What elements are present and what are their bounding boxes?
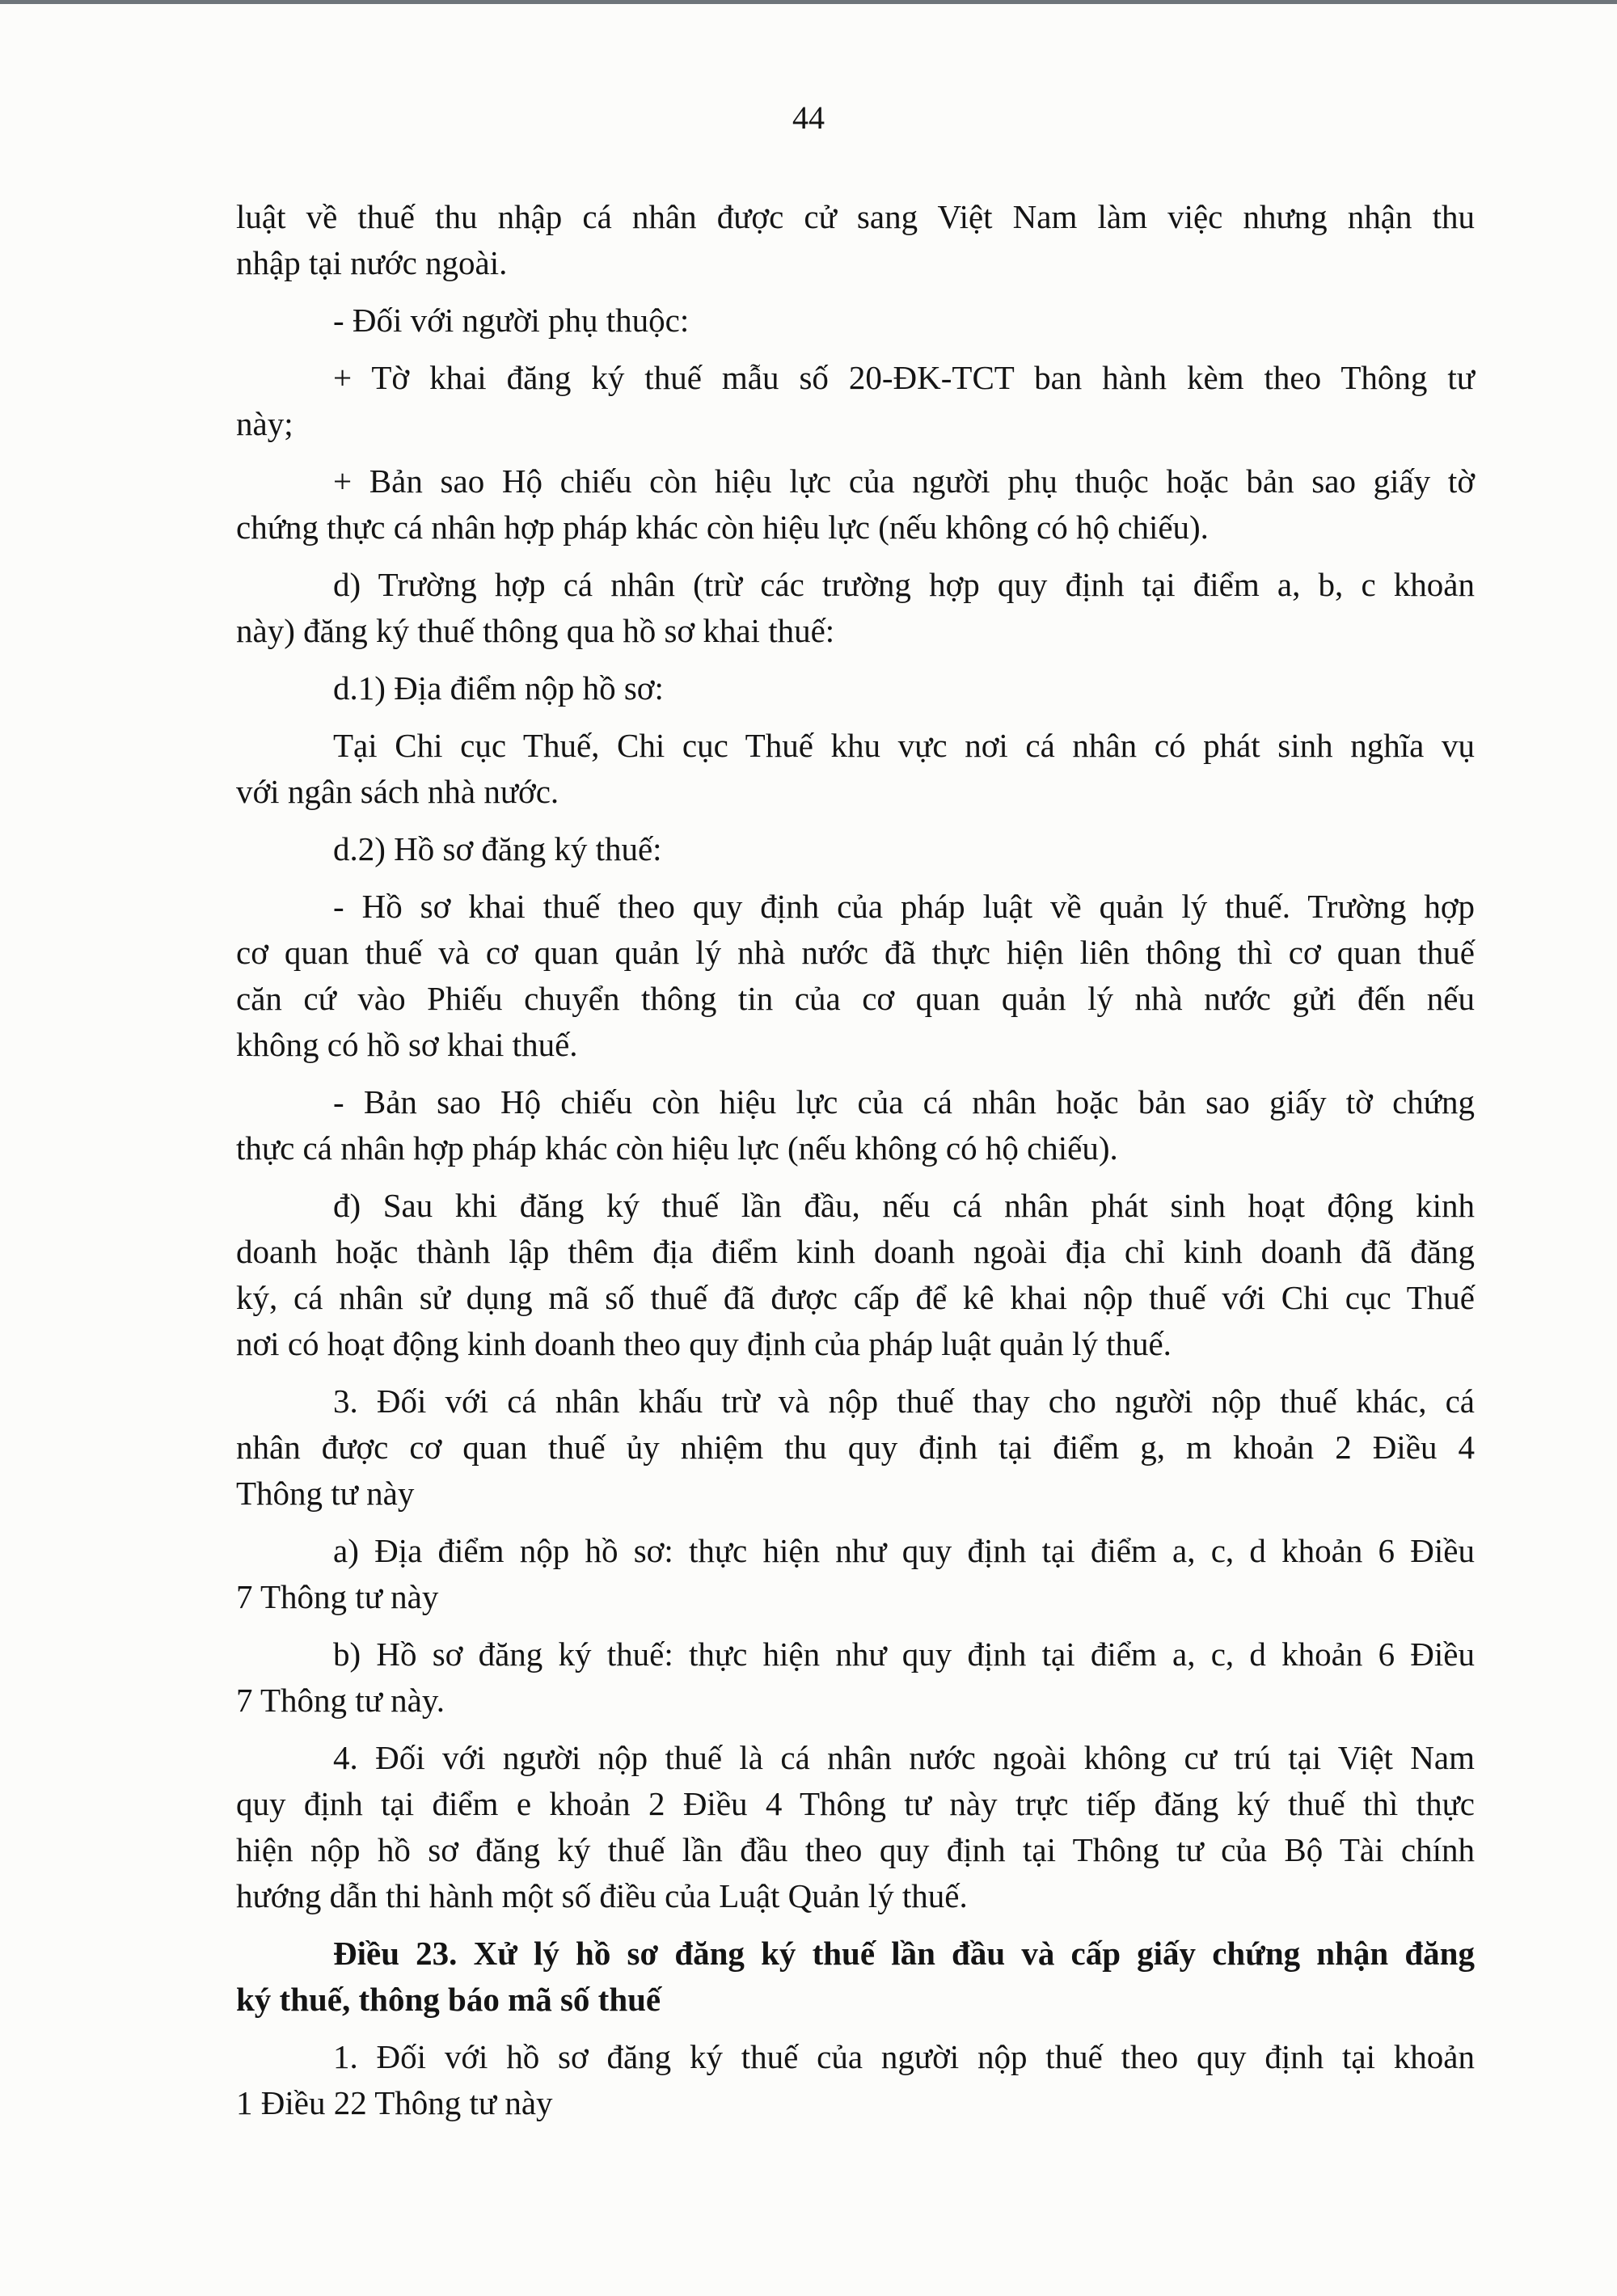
paragraph bbox=[236, 1631, 1475, 1724]
text-line: b) Hồ sơ đăng ký thuế: thực hiện như quy định tại điểm a, c, d khoản 6 Điều bbox=[333, 1635, 1475, 1673]
text-line: nhập tại nước ngoài. bbox=[236, 244, 508, 281]
paragraph bbox=[236, 458, 1475, 551]
text-line: nhân được cơ quan thuế ủy nhiệm thu quy định tại điểm g, m khoản 2 Điều 4 bbox=[236, 1429, 1475, 1466]
paragraph bbox=[236, 1735, 1475, 1919]
text-line: + Bản sao Hộ chiếu còn hiệu lực của người phụ thuộc hoặc bản sao giấy tờ bbox=[333, 462, 1475, 500]
text-line: đ) Sau khi đăng ký thuế lần đầu, nếu cá nhân phát sinh hoạt động kinh bbox=[333, 1187, 1475, 1224]
paragraph bbox=[236, 826, 1475, 872]
paragraph bbox=[236, 723, 1475, 815]
text-line: - Đối với người phụ thuộc: bbox=[333, 302, 690, 339]
paragraph bbox=[236, 355, 1475, 447]
text-line: a) Địa điểm nộp hồ sơ: thực hiện như quy định tại điểm a, c, d khoản 6 Điều bbox=[333, 1532, 1475, 1569]
text-line: không có hồ sơ khai thuế. bbox=[236, 1026, 578, 1063]
text-line: 1. Đối với hồ sơ đăng ký thuế của người nộp thuế theo quy định tại khoản bbox=[333, 2038, 1475, 2075]
paragraph bbox=[236, 2034, 1475, 2126]
text-line: hiện nộp hồ sơ đăng ký thuế lần đầu theo quy định tại Thông tư của Bộ Tài chính bbox=[236, 1831, 1475, 1868]
text-line: d.2) Hồ sơ đăng ký thuế: bbox=[333, 830, 662, 867]
paragraph bbox=[236, 194, 1475, 286]
text-line: nơi có hoạt động kinh doanh theo quy định của pháp luật quản lý thuế. bbox=[236, 1325, 1172, 1362]
paragraph bbox=[236, 1183, 1475, 1367]
text-line: d.1) Địa điểm nộp hồ sơ: bbox=[333, 669, 664, 707]
paragraph bbox=[236, 1528, 1475, 1620]
text-line: - Hồ sơ khai thuế theo quy định của pháp luật về quản lý thuế. Trường hợp bbox=[333, 888, 1475, 925]
text-line: 1 Điều 22 Thông tư này bbox=[236, 2084, 553, 2121]
paragraph bbox=[236, 298, 1475, 344]
paragraph bbox=[236, 1378, 1475, 1517]
paragraph bbox=[236, 665, 1475, 711]
text-line: Thông tư này bbox=[236, 1475, 415, 1512]
text-line: chứng thực cá nhân hợp pháp khác còn hiệu lực (nếu không có hộ chiếu). bbox=[236, 509, 1209, 546]
text-line: quy định tại điểm e khoản 2 Điều 4 Thông tư này trực tiếp đăng ký thuế thì thực bbox=[236, 1785, 1475, 1822]
scan-artifact-top-bar bbox=[0, 0, 1617, 4]
section-heading bbox=[236, 1931, 1475, 2023]
text-line: ký thuế, thông báo mã số thuế bbox=[236, 1981, 661, 2018]
text-line: + Tờ khai đăng ký thuế mẫu số 20-ĐK-TCT ban hành kèm theo Thông tư bbox=[333, 359, 1475, 396]
text-line: 3. Đối với cá nhân khấu trừ và nộp thuế thay cho người nộp thuế khác, cá bbox=[333, 1382, 1475, 1420]
text-line: d) Trường hợp cá nhân (trừ các trường hợp quy định tại điểm a, b, c khoản bbox=[333, 566, 1475, 603]
paragraph bbox=[236, 562, 1475, 654]
text-line: hướng dẫn thi hành một số điều của Luật Quản lý thuế. bbox=[236, 1877, 968, 1914]
page-number: 44 bbox=[792, 99, 825, 136]
text-line: thực cá nhân hợp pháp khác còn hiệu lực (nếu không có hộ chiếu). bbox=[236, 1129, 1118, 1167]
paragraph bbox=[236, 884, 1475, 1068]
text-line: này) đăng ký thuế thông qua hồ sơ khai thuế: bbox=[236, 612, 835, 649]
text-line: căn cứ vào Phiếu chuyển thông tin của cơ quan quản lý nhà nước gửi đến nếu bbox=[236, 980, 1475, 1017]
text-line: 7 Thông tư này. bbox=[236, 1682, 445, 1719]
text-line: với ngân sách nhà nước. bbox=[236, 773, 559, 810]
text-line: 7 Thông tư này bbox=[236, 1578, 439, 1615]
text-line: doanh hoặc thành lập thêm địa điểm kinh doanh ngoài địa chỉ kinh doanh đã đăng bbox=[236, 1233, 1475, 1270]
text-line: - Bản sao Hộ chiếu còn hiệu lực của cá nhân hoặc bản sao giấy tờ chứng bbox=[333, 1083, 1475, 1121]
text-line: cơ quan thuế và cơ quan quản lý nhà nước đã thực hiện liên thông thì cơ quan thuế bbox=[236, 934, 1475, 971]
document-body bbox=[236, 194, 1475, 2138]
text-line: ký, cá nhân sử dụng mã số thuế đã được cấp để kê khai nộp thuế với Chi cục Thuế bbox=[236, 1279, 1475, 1316]
text-line: luật về thuế thu nhập cá nhân được cử sang Việt Nam làm việc nhưng nhận thu bbox=[236, 198, 1475, 235]
text-line: 4. Đối với người nộp thuế là cá nhân nước ngoài không cư trú tại Việt Nam bbox=[333, 1739, 1475, 1776]
text-line: Tại Chi cục Thuế, Chi cục Thuế khu vực nơi cá nhân có phát sinh nghĩa vụ bbox=[333, 727, 1475, 764]
text-line: Điều 23. Xử lý hồ sơ đăng ký thuế lần đầu và cấp giấy chứng nhận đăng bbox=[333, 1935, 1475, 1972]
text-line: này; bbox=[236, 405, 293, 442]
paragraph bbox=[236, 1079, 1475, 1171]
